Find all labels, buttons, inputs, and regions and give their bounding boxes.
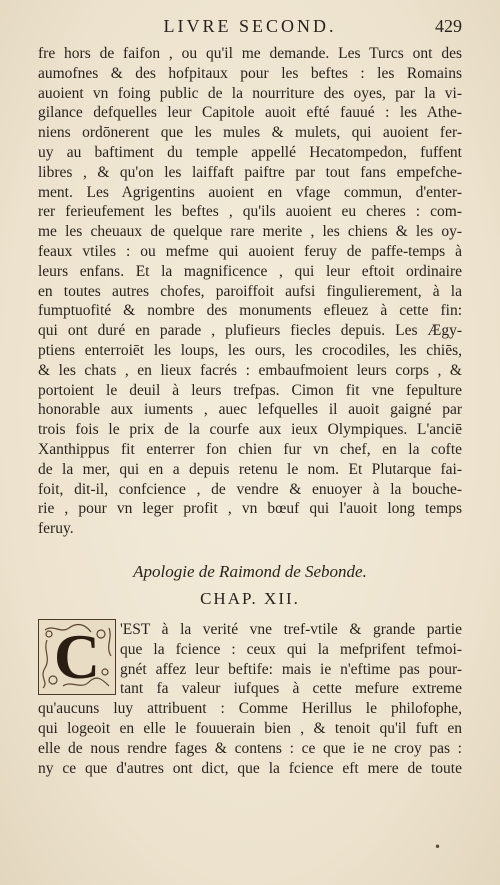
text-line: gnét affez leur beftife: mais ie n'eftime pas pour- <box>120 660 462 678</box>
text-line: libres , & qu'on les laiffaft paiftre par tout fans empefche- <box>38 163 462 181</box>
chapter-text <box>38 620 462 778</box>
text-line: gilance defquelles leur Capitole auoit efté fauué : les Athe- <box>38 104 462 122</box>
text-line: de la mer, qui en a depuis retenu le nom. Et Plutarque fai- <box>38 460 462 478</box>
text-line: feruy. <box>38 520 74 538</box>
text-line: ny ce que d'autres ont dict, que la fcience eft mere de toute <box>38 759 462 777</box>
text-line: niens ordōnerent que les mules & mulets, qui auoient fer- <box>38 124 462 142</box>
running-title: LIVRE SECOND. <box>163 16 337 36</box>
text-line: qui logeoit en elle le fouuerain bien , & tenoit qu'il fuft en <box>38 719 462 737</box>
text-line: me les cheuaux de quelque rare merite , les chiens & les oy- <box>38 223 462 241</box>
running-head <box>0 12 500 42</box>
text-line: en toutes autres chofes, paroiffoit aufsi fingulierement, à la <box>38 282 462 300</box>
text-line: que la fcience : ceux qui la mefprifent tefmoi- <box>120 640 462 658</box>
text-line: qu'aucuns luy attribuent : Comme Herillus le philofophe, <box>38 700 462 718</box>
text-line: ment. Les Agrigentins auoient en vfage commun, d'enter- <box>38 183 462 201</box>
text-line: trois fois le prix de la courfe aux ieux Olympiques. L'anciē <box>38 421 462 439</box>
ink-spot: • <box>434 840 442 854</box>
text-line: Xanthippus fit enterrer fon chien fur vn chef, en la cofte <box>38 440 462 458</box>
text-line: foit, dit-il, confcience , de vendre & enuoyer à la bouche- <box>38 480 462 498</box>
text-line: ptiens enterroiēt les loups, les ours, les crocodiles, les chiēs, <box>38 341 462 359</box>
text-line: portoient le deuil à leurs trefpas. Cimon fit vne fepulture <box>38 381 462 399</box>
text-line: uy au baftiment du temple appellé Hecatompedon, fuffent <box>38 143 462 161</box>
body-text <box>38 44 462 539</box>
text-line: feaux vtiles : ou mefme qui auoient feruy de paffe-temps à <box>38 242 462 260</box>
chapter-number: CHAP. XII. <box>200 589 300 608</box>
text-line: 'EST à la verité vne tref-vtile & grande partie <box>120 621 462 638</box>
text-line: fumptuofité & nombre des monuments efleuez à cette fin: <box>38 302 462 320</box>
text-line: rer ferieufement les beftes , qu'ils auoient eu cheres : com- <box>38 203 462 221</box>
text-line: rie , pour vn leger profit , vn bœuf qui l'auoit long temps <box>38 500 462 518</box>
text-line: elle de nous rendre fages & contens : ce que ie ne croy pas : <box>38 739 462 757</box>
text-line: auoient vn foing public de la nourriture des oyes, par la vi- <box>38 84 462 102</box>
text-line: honorable aux iuments , auec lefquelles il auoit gaigné par <box>38 401 462 419</box>
text-line: tant fa valeur iufques à cette mefure extreme <box>120 680 462 698</box>
dropcap-letter: C <box>53 621 101 692</box>
page-number: 429 <box>435 16 462 36</box>
text-line: & les chats , en lieux facrés : embaufmoient leurs corps , & <box>38 361 462 379</box>
text-line: fre hors de faifon , ou qu'il me demande. Les Turcs ont des <box>38 45 462 62</box>
text-line: leurs enfans. Et la magnificence , qui leur eftoit ordinaire <box>38 262 462 280</box>
text-line: aumofnes & des hofpitaux pour les beftes : les Romains <box>38 64 462 82</box>
chapter-heading: Apologie de Raimond de Sebonde. <box>133 562 367 581</box>
text-line: qui ont duré en parade , plufieurs fiecles depuis. Les Ægy- <box>38 322 462 340</box>
